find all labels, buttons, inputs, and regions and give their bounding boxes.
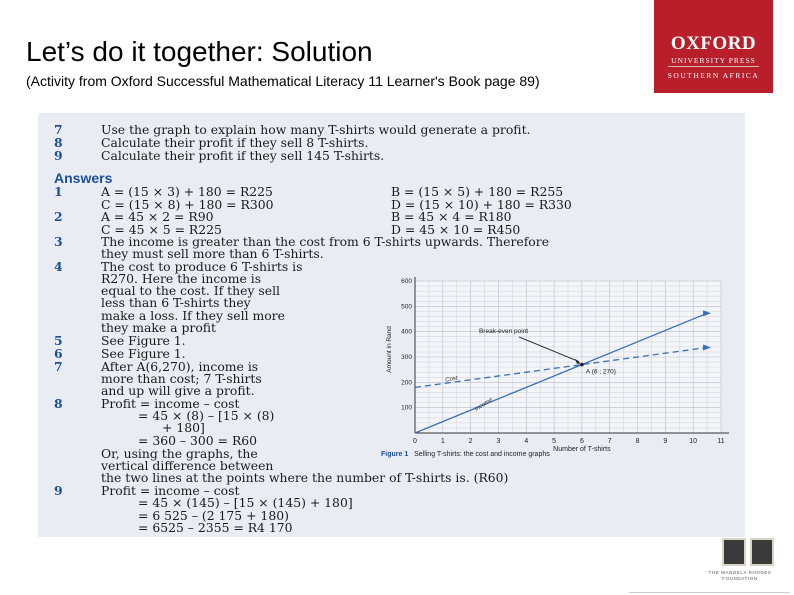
portrait-left (722, 538, 746, 566)
answer-line: Profit = income – cost (101, 396, 240, 411)
slide-subtitle: (Activity from Oxford Successful Mathematical Literacy 11 Learner's Book page 89) (26, 73, 540, 89)
answer-line: D = 45 × 10 = R450 (391, 222, 521, 237)
answer-number: 5 (54, 333, 63, 348)
answer-line: less than 6 T-shirts they (101, 295, 251, 310)
figure-caption (381, 451, 550, 458)
x-axis-label: Number of T-shirts (553, 446, 611, 453)
x-tick-label: 11 (717, 438, 725, 445)
x-tick-label: 4 (524, 438, 529, 445)
answer-line: = 6 525 – (2 175 + 180) (138, 508, 289, 523)
x-tick-label: 5 (552, 438, 557, 445)
answer-line: See Figure 1. (101, 333, 186, 348)
cost-income-chart (373, 273, 738, 453)
x-tick-label: 2 (468, 438, 473, 445)
answer-line: C = 45 × 5 = R225 (101, 222, 222, 237)
answers-heading: Answers (54, 170, 113, 186)
answer-line: The cost to produce 6 T-shirts is (101, 259, 303, 274)
logo-region-text: SOUTHERN AFRICA (667, 71, 760, 80)
break-even-point (580, 363, 584, 367)
answer-line: = 6525 – 2355 = R4 170 (138, 520, 293, 535)
answer-line: See Figure 1. (101, 346, 186, 361)
answer-number: 4 (54, 259, 63, 274)
point-a-label: A (6 ; 270) (585, 368, 616, 376)
series-label: Cost (444, 375, 459, 384)
answer-line: they make a profit (101, 320, 217, 335)
figure-label: Figure 1 (381, 451, 409, 458)
question-text: Use the graph to explain how many T-shirts would generate a profit. (101, 122, 531, 137)
textbook-page-image (38, 113, 745, 537)
answer-line: The income is greater than the cost from 6 T-shirts upwards. Therefore (101, 234, 550, 249)
answer-number: 3 (54, 234, 63, 249)
slide-title: Let’s do it together: Solution (26, 36, 373, 67)
portrait-right (750, 538, 774, 566)
answer-line: Or, using the graphs, the (101, 446, 258, 461)
answer-line: A = (15 × 3) + 180 = R225 (101, 184, 273, 199)
answer-line: Profit = income – cost (101, 483, 240, 498)
break-even-label: Break-even point (478, 327, 529, 335)
oxford-logo (654, 0, 773, 93)
x-tick-label: 10 (689, 438, 698, 445)
answer-line: and up will give a profit. (101, 383, 255, 398)
foundation-name: THE MANDELA RHODES (708, 570, 772, 575)
question-number: 8 (54, 135, 63, 150)
question-text: Calculate their profit if they sell 145 T-shirts. (101, 148, 385, 163)
answer-line: the two lines at the points where the number of T-shirts is. (R60) (101, 470, 509, 485)
y-tick-label: 300 (401, 354, 412, 361)
answer-line: more than cost; 7 T-shirts (101, 371, 262, 386)
y-tick-label: 500 (401, 303, 412, 311)
y-axis-label: Amount in Rand (386, 326, 393, 373)
x-tick-label: 1 (440, 438, 445, 445)
answer-line: = 45 × (145) – [15 × (145) + 180] (138, 495, 353, 510)
y-tick-label: 100 (401, 404, 412, 412)
y-tick-label: 600 (401, 278, 412, 285)
x-tick-label: 3 (496, 438, 501, 445)
figure-caption-text: Selling T-shirts: the cost and income graphs (414, 451, 550, 458)
question-text: Calculate their profit if they sell 8 T-shirts. (101, 135, 369, 150)
answer-line: A = 45 × 2 = R90 (101, 209, 214, 224)
x-tick-label: 0 (413, 438, 417, 445)
answer-line: After A(6,270), income is (101, 359, 259, 374)
question-number: 9 (54, 148, 63, 163)
answer-line: + 180] (162, 420, 205, 435)
y-tick-label: 400 (401, 328, 412, 336)
logo-main-text: OXFORD (670, 33, 757, 54)
logo-sub-text: UNIVERSITY PRESS (671, 56, 756, 65)
footer-rule (629, 592, 790, 593)
answer-line: vertical difference between (101, 458, 274, 473)
answer-line: = 45 × (8) – [15 × (8) (138, 408, 275, 423)
mandela-rhodes-logo (700, 520, 780, 582)
answer-number: 7 (54, 359, 63, 374)
answer-number: 8 (54, 396, 63, 411)
answer-number: 6 (54, 346, 63, 361)
x-tick-label: 6 (579, 438, 584, 445)
x-tick-label: 8 (635, 438, 640, 445)
answer-line: B = 45 × 4 = R180 (391, 209, 512, 224)
answer-line: make a loss. If they sell more (101, 308, 285, 323)
answer-line: D = (15 × 10) + 180 = R330 (391, 197, 572, 212)
answer-line: R270. Here the income is (101, 271, 262, 286)
x-tick-label: 7 (607, 438, 612, 445)
answer-number: 9 (54, 483, 63, 498)
answer-number: 1 (54, 184, 63, 199)
answer-line: C = (15 × 8) + 180 = R300 (101, 197, 274, 212)
answer-line: = 360 – 300 = R60 (138, 433, 258, 448)
answer-line: equal to the cost. If they sell (101, 283, 281, 298)
answer-line: they must sell more than 6 T-shirts. (101, 246, 324, 261)
logo-divider (668, 66, 759, 67)
x-tick-label: 9 (663, 438, 668, 445)
question-number: 7 (54, 122, 63, 137)
y-tick-label: 200 (401, 379, 412, 387)
series-label: Income (474, 397, 494, 413)
foundation-suffix: FOUNDATION (722, 576, 758, 581)
answer-number: 2 (54, 209, 63, 224)
answer-line: B = (15 × 5) + 180 = R255 (391, 184, 564, 199)
